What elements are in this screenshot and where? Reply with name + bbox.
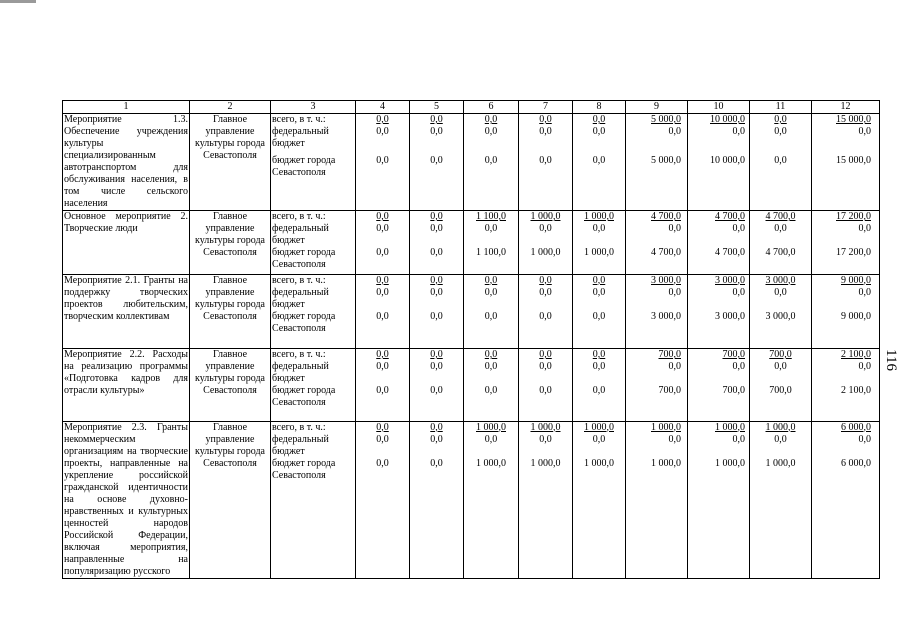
amount-cell: 0,0 xyxy=(410,361,464,385)
amount-cell: 5 000,0 xyxy=(626,114,688,127)
amount-cell: 4 700,0 xyxy=(750,211,812,224)
amount-cell: 0,0 xyxy=(464,311,519,349)
amount-cell: 0,0 xyxy=(410,311,464,349)
amount-cell: 3 000,0 xyxy=(688,274,750,287)
amount-cell: 17 200,0 xyxy=(812,211,880,224)
header-cell: 10 xyxy=(688,101,750,114)
amount-cell: 0,0 xyxy=(688,126,750,155)
amount-cell: 0,0 xyxy=(626,361,688,385)
amount-cell: 0,0 xyxy=(688,287,750,311)
amount-cell: 1 000,0 xyxy=(464,458,519,579)
amount-cell: 0,0 xyxy=(573,287,626,311)
funding-source-cell: всего, в т. ч.: xyxy=(271,349,356,362)
scan-corner-mark xyxy=(0,0,36,3)
funding-source-cell: всего, в т. ч.: xyxy=(271,421,356,434)
amount-cell: 0,0 xyxy=(356,287,410,311)
funding-source-cell: бюджет города Севастополя xyxy=(271,311,356,349)
amount-cell: 0,0 xyxy=(410,287,464,311)
funding-source-cell: бюджет города Севастополя xyxy=(271,385,356,421)
amount-cell: 0,0 xyxy=(750,223,812,247)
amount-cell: 0,0 xyxy=(356,274,410,287)
header-cell: 7 xyxy=(519,101,573,114)
amount-cell: 700,0 xyxy=(626,385,688,421)
amount-cell: 0,0 xyxy=(356,361,410,385)
budget-table xyxy=(62,100,880,579)
funding-source-cell: всего, в т. ч.: xyxy=(271,211,356,224)
amount-cell: 0,0 xyxy=(519,385,573,421)
amount-cell: 9 000,0 xyxy=(812,274,880,287)
table-row xyxy=(63,114,880,127)
amount-cell: 0,0 xyxy=(464,114,519,127)
amount-cell: 1 000,0 xyxy=(688,421,750,434)
amount-cell: 0,0 xyxy=(356,223,410,247)
funding-source-cell: федеральный бюджет xyxy=(271,126,356,155)
executor-cell: Главное управление культуры города Севастополя xyxy=(190,349,271,422)
funding-source-cell: всего, в т. ч.: xyxy=(271,274,356,287)
amount-cell: 0,0 xyxy=(750,287,812,311)
amount-cell: 0,0 xyxy=(464,126,519,155)
amount-cell: 15 000,0 xyxy=(812,155,880,210)
amount-cell: 0,0 xyxy=(812,126,880,155)
amount-cell: 4 700,0 xyxy=(688,247,750,274)
amount-cell: 0,0 xyxy=(356,211,410,224)
amount-cell: 1 000,0 xyxy=(573,458,626,579)
amount-cell: 1 000,0 xyxy=(573,421,626,434)
executor-cell: Главное управление культуры города Севастополя xyxy=(190,211,271,275)
amount-cell: 1 000,0 xyxy=(519,458,573,579)
amount-cell: 0,0 xyxy=(410,211,464,224)
funding-source-cell: федеральный бюджет xyxy=(271,361,356,385)
table-row xyxy=(63,274,880,287)
amount-cell: 9 000,0 xyxy=(812,311,880,349)
amount-cell: 0,0 xyxy=(410,434,464,458)
amount-cell: 0,0 xyxy=(812,223,880,247)
executor-cell: Главное управление культуры города Севастополя xyxy=(190,274,271,349)
amount-cell: 0,0 xyxy=(573,126,626,155)
header-cell: 3 xyxy=(271,101,356,114)
amount-cell: 0,0 xyxy=(519,361,573,385)
amount-cell: 1 100,0 xyxy=(464,247,519,274)
amount-cell: 0,0 xyxy=(519,349,573,362)
amount-cell: 6 000,0 xyxy=(812,458,880,579)
amount-cell: 3 000,0 xyxy=(626,274,688,287)
amount-cell: 0,0 xyxy=(573,349,626,362)
amount-cell: 0,0 xyxy=(812,434,880,458)
amount-cell: 0,0 xyxy=(464,361,519,385)
funding-source-cell: федеральный бюджет xyxy=(271,223,356,247)
amount-cell: 0,0 xyxy=(356,247,410,274)
amount-cell: 0,0 xyxy=(573,114,626,127)
header-cell: 4 xyxy=(356,101,410,114)
amount-cell: 0,0 xyxy=(688,434,750,458)
measure-name-cell: Мероприятие 2.3. Гранты некоммерческим организациям на творческие проекты, направленные на укрепление российской гражданской идентичности на основе духовно-нравственных и культурных ценностей народов Российской Федерации, включая мероприятия, направленные на популяризацию русского xyxy=(64,421,188,577)
amount-cell: 1 000,0 xyxy=(519,247,573,274)
amount-cell: 10 000,0 xyxy=(688,155,750,210)
amount-cell: 1 000,0 xyxy=(519,421,573,434)
amount-cell: 700,0 xyxy=(750,349,812,362)
table-row xyxy=(63,349,880,362)
amount-cell: 0,0 xyxy=(464,155,519,210)
measure-name-cell: Мероприятие 2.1. Гранты на поддержку творческих проектов любительским, творческим коллективам xyxy=(63,274,190,349)
table-row xyxy=(63,211,880,224)
amount-cell: 0,0 xyxy=(573,311,626,349)
amount-cell: 0,0 xyxy=(750,155,812,210)
amount-cell: 0,0 xyxy=(519,434,573,458)
amount-cell: 0,0 xyxy=(410,223,464,247)
header-cell: 1 xyxy=(63,101,190,114)
amount-cell: 0,0 xyxy=(410,349,464,362)
amount-cell: 0,0 xyxy=(464,349,519,362)
amount-cell: 0,0 xyxy=(464,287,519,311)
amount-cell: 10 000,0 xyxy=(688,114,750,127)
amount-cell: 0,0 xyxy=(356,385,410,421)
header-cell: 5 xyxy=(410,101,464,114)
amount-cell: 0,0 xyxy=(750,126,812,155)
amount-cell: 0,0 xyxy=(573,385,626,421)
measure-name-cell: Основное мероприятие 2. Творческие люди xyxy=(63,211,190,275)
header-cell: 11 xyxy=(750,101,812,114)
header-cell: 9 xyxy=(626,101,688,114)
amount-cell: 0,0 xyxy=(410,126,464,155)
amount-cell: 0,0 xyxy=(356,349,410,362)
amount-cell: 1 000,0 xyxy=(464,421,519,434)
executor-cell: Главное управление культуры города Севастополя xyxy=(190,114,271,211)
amount-cell: 700,0 xyxy=(688,385,750,421)
amount-cell: 0,0 xyxy=(688,361,750,385)
amount-cell: 0,0 xyxy=(573,434,626,458)
amount-cell: 1 000,0 xyxy=(750,421,812,434)
amount-cell: 6 000,0 xyxy=(812,421,880,434)
amount-cell: 0,0 xyxy=(356,458,410,579)
measure-name-cell: Мероприятие 2.2. Расходы на реализацию программы «Подготовка кадров для отрасли культуры» xyxy=(63,349,190,422)
amount-cell: 1 000,0 xyxy=(573,247,626,274)
amount-cell: 3 000,0 xyxy=(750,274,812,287)
amount-cell: 0,0 xyxy=(750,114,812,127)
amount-cell: 5 000,0 xyxy=(626,155,688,210)
amount-cell: 0,0 xyxy=(573,155,626,210)
header-cell: 12 xyxy=(812,101,880,114)
amount-cell: 0,0 xyxy=(812,361,880,385)
funding-source-cell: федеральный бюджет xyxy=(271,287,356,311)
amount-cell: 0,0 xyxy=(410,155,464,210)
amount-cell: 0,0 xyxy=(356,421,410,434)
page-number: 116 xyxy=(883,349,899,371)
amount-cell: 0,0 xyxy=(519,287,573,311)
header-cell: 6 xyxy=(464,101,519,114)
measure-name-cell: Мероприятие 1.3. Обеспечение учреждения культуры специализированным автотранспортом для обслуживания населения, в том числе сельского населения xyxy=(64,114,188,209)
amount-cell: 0,0 xyxy=(410,247,464,274)
amount-cell: 0,0 xyxy=(410,458,464,579)
amount-cell: 0,0 xyxy=(464,434,519,458)
amount-cell: 0,0 xyxy=(410,421,464,434)
amount-cell: 0,0 xyxy=(573,361,626,385)
amount-cell: 1 100,0 xyxy=(464,211,519,224)
amount-cell: 15 000,0 xyxy=(812,114,880,127)
amount-cell: 0,0 xyxy=(812,287,880,311)
amount-cell: 0,0 xyxy=(626,223,688,247)
amount-cell: 4 700,0 xyxy=(688,211,750,224)
header-cell: 2 xyxy=(190,101,271,114)
funding-source-cell: бюджет города Севастополя xyxy=(271,155,356,210)
amount-cell: 0,0 xyxy=(519,155,573,210)
amount-cell: 0,0 xyxy=(356,155,410,210)
amount-cell: 0,0 xyxy=(410,385,464,421)
amount-cell: 3 000,0 xyxy=(750,311,812,349)
amount-cell: 0,0 xyxy=(626,287,688,311)
amount-cell: 0,0 xyxy=(410,274,464,287)
amount-cell: 17 200,0 xyxy=(812,247,880,274)
amount-cell: 0,0 xyxy=(750,434,812,458)
amount-cell: 0,0 xyxy=(464,223,519,247)
amount-cell: 1 000,0 xyxy=(519,211,573,224)
amount-cell: 1 000,0 xyxy=(750,458,812,579)
amount-cell: 0,0 xyxy=(688,223,750,247)
amount-cell: 0,0 xyxy=(626,434,688,458)
amount-cell: 4 700,0 xyxy=(750,247,812,274)
amount-cell: 1 000,0 xyxy=(688,458,750,579)
amount-cell: 0,0 xyxy=(356,311,410,349)
amount-cell: 4 700,0 xyxy=(626,211,688,224)
amount-cell: 0,0 xyxy=(464,274,519,287)
amount-cell: 0,0 xyxy=(356,126,410,155)
amount-cell: 0,0 xyxy=(410,114,464,127)
table-row xyxy=(63,421,880,434)
amount-cell: 3 000,0 xyxy=(688,311,750,349)
amount-cell: 0,0 xyxy=(356,114,410,127)
amount-cell: 0,0 xyxy=(519,274,573,287)
amount-cell: 0,0 xyxy=(750,361,812,385)
amount-cell: 0,0 xyxy=(573,274,626,287)
amount-cell: 2 100,0 xyxy=(812,349,880,362)
amount-cell: 0,0 xyxy=(519,126,573,155)
executor-cell: Главное управление культуры города Севастополя xyxy=(190,421,271,579)
amount-cell: 0,0 xyxy=(519,311,573,349)
amount-cell: 0,0 xyxy=(626,126,688,155)
header-cell: 8 xyxy=(573,101,626,114)
amount-cell: 700,0 xyxy=(688,349,750,362)
funding-source-cell: всего, в т. ч.: xyxy=(271,114,356,127)
amount-cell: 0,0 xyxy=(519,114,573,127)
amount-cell: 1 000,0 xyxy=(626,421,688,434)
amount-cell: 2 100,0 xyxy=(812,385,880,421)
amount-cell: 1 000,0 xyxy=(626,458,688,579)
amount-cell: 0,0 xyxy=(356,434,410,458)
amount-cell: 0,0 xyxy=(519,223,573,247)
funding-source-cell: федеральный бюджет xyxy=(271,434,356,458)
amount-cell: 1 000,0 xyxy=(573,211,626,224)
funding-source-cell: бюджет города Севастополя xyxy=(271,458,356,579)
amount-cell: 700,0 xyxy=(626,349,688,362)
funding-source-cell: бюджет города Севастополя xyxy=(271,247,356,274)
amount-cell: 4 700,0 xyxy=(626,247,688,274)
amount-cell: 0,0 xyxy=(464,385,519,421)
amount-cell: 0,0 xyxy=(573,223,626,247)
amount-cell: 700,0 xyxy=(750,385,812,421)
table-body xyxy=(63,114,880,579)
header-row xyxy=(63,101,880,114)
amount-cell: 3 000,0 xyxy=(626,311,688,349)
